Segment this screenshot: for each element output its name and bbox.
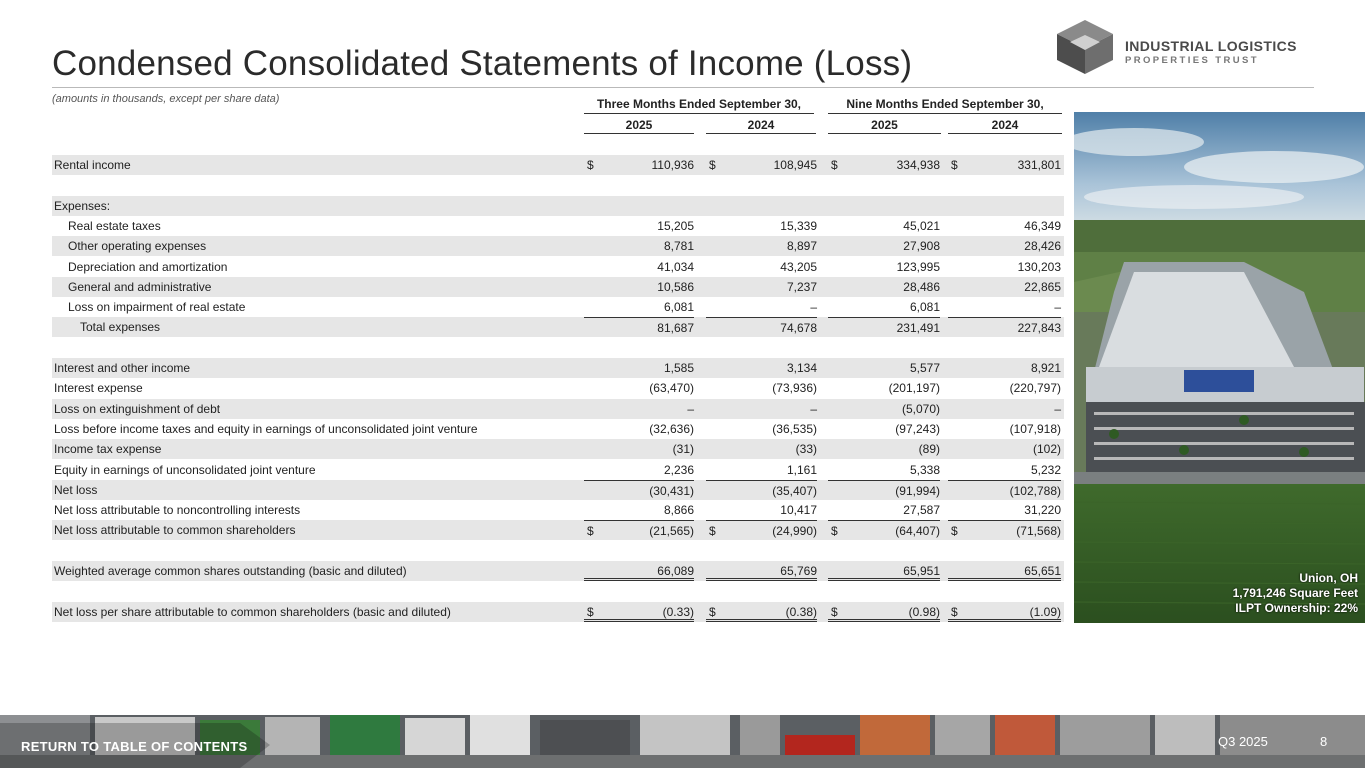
value-cell [828, 216, 940, 236]
logo-line-1: INDUSTRIAL LOGISTICS [1125, 38, 1297, 54]
value-number: 1,585 [663, 361, 694, 375]
row-label: Net loss per share attributable to common shareholders (basic and diluted) [54, 604, 451, 619]
value-cell [706, 419, 817, 439]
value-cell [584, 399, 694, 419]
year-header: 2024 [706, 118, 816, 134]
value-number: 3,134 [786, 361, 817, 375]
value-cell [948, 257, 1061, 277]
value-cell [828, 419, 940, 439]
value-cell [706, 277, 817, 297]
value-number: 27,908 [903, 239, 940, 254]
value-cell [828, 277, 940, 297]
value-cell [584, 236, 694, 256]
value-cell [584, 419, 694, 439]
value-number: 10,417 [780, 503, 817, 518]
value-number: 231,491 [896, 321, 940, 336]
value-number: 74,678 [780, 321, 817, 336]
value-number: (1.09) [1029, 604, 1061, 619]
value-cell [948, 460, 1061, 480]
value-number: (32,636) [649, 421, 694, 436]
spacer-row [52, 541, 1064, 561]
value-number: 130,203 [1017, 259, 1061, 274]
value-cell [948, 399, 1061, 419]
caption-ownership: ILPT Ownership: 22% [1235, 601, 1358, 615]
currency-symbol: $ [951, 604, 958, 619]
row-label: Loss on extinguishment of debt [54, 401, 221, 416]
value-cell [584, 216, 694, 236]
value-number: 66,089 [657, 564, 694, 578]
value-number: 8,921 [1030, 361, 1061, 375]
value-cell [948, 520, 1061, 540]
value-number: 15,339 [780, 218, 817, 233]
value-number: 27,587 [903, 503, 940, 518]
row-label: Interest and other income [54, 361, 191, 375]
value-cell [828, 520, 940, 540]
row-label: Income tax expense [54, 442, 162, 457]
value-number: (0.33) [662, 604, 694, 619]
table-row [52, 602, 1064, 622]
value-cell [948, 480, 1061, 500]
value-number: (97,243) [895, 421, 940, 436]
row-label: Other operating expenses [68, 239, 207, 254]
value-cell [828, 236, 940, 256]
value-cell [584, 277, 694, 297]
value-cell [828, 399, 940, 419]
value-number: 46,349 [1024, 218, 1061, 233]
value-number: 8,781 [663, 239, 694, 254]
value-number: 7,237 [786, 279, 817, 294]
value-cell [948, 378, 1061, 398]
value-number: (0.98) [908, 604, 940, 619]
value-cell [584, 561, 694, 581]
value-number: (73,936) [772, 381, 817, 396]
value-cell [584, 500, 694, 520]
title-divider [52, 87, 1314, 88]
value-cell [706, 216, 817, 236]
value-number: (64,407) [895, 524, 940, 539]
table-row [52, 439, 1064, 459]
value-number: (35,407) [772, 483, 817, 498]
currency-symbol: $ [587, 604, 594, 619]
table-row [52, 358, 1064, 378]
value-number: 28,426 [1024, 239, 1061, 254]
table-row [52, 520, 1064, 540]
value-cell [828, 460, 940, 480]
value-number: (33) [795, 442, 817, 457]
table-row [52, 257, 1064, 277]
value-cell [706, 500, 817, 520]
value-number: 5,338 [909, 462, 940, 477]
group-header-nine-months: Nine Months Ended September 30, [828, 97, 1062, 114]
value-number: 65,651 [1024, 564, 1061, 578]
value-number: (91,994) [895, 483, 940, 498]
currency-symbol: $ [709, 158, 716, 172]
value-cell [584, 358, 694, 378]
value-cell [706, 317, 817, 337]
value-cell [706, 520, 817, 540]
value-number: – [1054, 300, 1061, 315]
value-cell [828, 500, 940, 520]
value-number: (31) [672, 442, 694, 457]
value-number: 65,951 [903, 564, 940, 578]
table-row [52, 155, 1064, 175]
value-number: 123,995 [896, 259, 940, 274]
row-label: Weighted average common shares outstanding (basic and diluted) [54, 564, 407, 578]
value-cell [584, 439, 694, 459]
value-number: – [1054, 401, 1061, 416]
value-cell [584, 155, 694, 175]
row-label: Net loss [54, 482, 98, 497]
row-label: Interest expense [54, 381, 143, 396]
currency-symbol: $ [709, 604, 716, 619]
logo-cube-icon [1054, 20, 1116, 74]
year-header: 2025 [584, 118, 694, 134]
value-number: 5,232 [1030, 462, 1061, 477]
value-cell [828, 439, 940, 459]
value-number: (89) [918, 442, 940, 457]
currency-symbol: $ [951, 524, 958, 539]
spacer-row [52, 581, 1064, 601]
value-cell [706, 439, 817, 459]
value-cell [948, 439, 1061, 459]
value-cell [706, 602, 817, 622]
table-row [52, 399, 1064, 419]
currency-symbol: $ [587, 524, 594, 539]
row-label: Rental income [54, 158, 131, 172]
value-number: 41,034 [657, 259, 694, 274]
row-label: Loss on impairment of real estate [68, 300, 246, 315]
year-header: 2024 [948, 118, 1062, 134]
value-cell [584, 460, 694, 480]
company-logo [1054, 20, 1324, 74]
value-number: 6,081 [663, 300, 694, 315]
warehouse-aerial-image [1074, 112, 1365, 623]
table-row [52, 236, 1064, 256]
value-number: 22,865 [1024, 279, 1061, 294]
table-row [52, 317, 1064, 337]
value-cell [828, 602, 940, 622]
value-number: (5,070) [901, 401, 940, 416]
value-cell [948, 297, 1061, 317]
value-cell [948, 419, 1061, 439]
value-cell [706, 460, 817, 480]
value-cell [948, 155, 1061, 175]
table-row [52, 378, 1064, 398]
value-cell [948, 277, 1061, 297]
value-cell [828, 358, 940, 378]
value-number: 45,021 [903, 218, 940, 233]
value-number: 28,486 [903, 279, 940, 294]
value-cell [584, 257, 694, 277]
row-label: Equity in earnings of unconsolidated joint venture [54, 462, 316, 477]
value-cell [948, 317, 1061, 337]
row-label: Depreciation and amortization [68, 259, 228, 274]
value-cell [706, 257, 817, 277]
row-label: Real estate taxes [68, 218, 161, 233]
value-cell [706, 236, 817, 256]
value-number: (102,788) [1009, 483, 1061, 498]
value-number: (71,568) [1016, 524, 1061, 539]
value-cell [828, 155, 940, 175]
value-cell [706, 399, 817, 419]
value-number: 15,205 [657, 218, 694, 233]
currency-symbol: $ [831, 524, 838, 539]
value-cell [828, 257, 940, 277]
page-title: Condensed Consolidated Statements of Income (Loss) [52, 44, 913, 83]
value-number: 110,936 [651, 158, 694, 172]
row-label: Net loss attributable to common shareholders [54, 523, 296, 538]
table-row [52, 460, 1064, 480]
value-cell [828, 480, 940, 500]
table-row [52, 196, 1064, 216]
currency-symbol: $ [587, 158, 594, 172]
row-label: Net loss attributable to noncontrolling interests [54, 503, 301, 518]
value-number: 331,801 [1017, 158, 1061, 172]
photo-caption [1233, 571, 1358, 616]
table-row [52, 419, 1064, 439]
value-cell [584, 317, 694, 337]
value-number: 43,205 [780, 259, 817, 274]
table-row [52, 277, 1064, 297]
value-cell [706, 561, 817, 581]
value-number: 108,945 [773, 158, 817, 172]
quarter-label: Q3 2025 [1218, 734, 1268, 749]
value-number: 227,843 [1017, 321, 1061, 336]
value-number: 6,081 [909, 300, 940, 315]
value-cell [828, 297, 940, 317]
value-cell [948, 216, 1061, 236]
value-number: 5,577 [909, 361, 940, 375]
caption-square-feet: 1,791,246 Square Feet [1232, 586, 1358, 600]
amounts-note: (amounts in thousands, except per share data) [52, 93, 280, 105]
currency-symbol: $ [709, 524, 716, 539]
logo-line-2: PROPERTIES TRUST [1125, 55, 1259, 66]
footer-bar [0, 715, 1365, 768]
value-cell [828, 561, 940, 581]
value-number: (102) [1032, 442, 1061, 457]
row-label: Loss before income taxes and equity in earnings of unconsolidated joint venture [54, 421, 478, 436]
value-number: 81,687 [657, 321, 694, 336]
table-row [52, 561, 1064, 581]
value-cell [706, 297, 817, 317]
value-number: (201,197) [888, 381, 940, 396]
value-cell [584, 378, 694, 398]
table-row [52, 500, 1064, 520]
value-cell [948, 602, 1061, 622]
group-header-three-months: Three Months Ended September 30, [584, 97, 814, 114]
value-cell [828, 317, 940, 337]
value-cell [948, 358, 1061, 378]
value-number: (107,918) [1009, 421, 1061, 436]
value-number: 2,236 [663, 462, 694, 477]
value-number: – [810, 401, 817, 416]
value-number: – [687, 401, 694, 416]
value-cell [706, 378, 817, 398]
table-row [52, 480, 1064, 500]
value-number: 1,161 [786, 462, 817, 477]
value-number: (36,535) [772, 421, 817, 436]
currency-symbol: $ [831, 604, 838, 619]
table-row [52, 216, 1064, 236]
caption-location: Union, OH [1299, 571, 1358, 585]
value-number: (30,431) [649, 483, 694, 498]
value-number: 10,586 [657, 279, 694, 294]
table-row [52, 297, 1064, 317]
value-number: 8,866 [663, 503, 694, 518]
value-number: (24,990) [772, 524, 817, 539]
value-cell [706, 358, 817, 378]
value-cell [948, 561, 1061, 581]
value-number: – [810, 300, 817, 315]
value-number: (220,797) [1009, 381, 1061, 396]
row-label: Total expenses [80, 320, 161, 335]
row-label: General and administrative [68, 279, 212, 294]
value-number: (63,470) [649, 381, 694, 396]
spacer-row [52, 338, 1064, 358]
value-cell [706, 155, 817, 175]
year-header: 2025 [828, 118, 941, 134]
value-cell [584, 297, 694, 317]
value-cell [828, 378, 940, 398]
currency-symbol: $ [951, 158, 958, 172]
property-photo [1074, 112, 1365, 623]
row-label: Expenses: [54, 198, 111, 213]
page-number: 8 [1320, 734, 1328, 749]
value-number: 65,769 [780, 564, 817, 578]
currency-symbol: $ [831, 158, 838, 172]
spacer-row [52, 175, 1064, 195]
value-number: 31,220 [1024, 503, 1061, 518]
value-cell [584, 480, 694, 500]
value-cell [948, 500, 1061, 520]
return-to-toc-link[interactable]: RETURN TO TABLE OF CONTENTS [21, 739, 248, 754]
value-cell [706, 480, 817, 500]
value-cell [948, 236, 1061, 256]
value-cell [584, 602, 694, 622]
value-number: 8,897 [786, 239, 817, 254]
value-number: (21,565) [649, 524, 694, 539]
value-number: (0.38) [785, 604, 817, 619]
value-number: 334,938 [896, 158, 940, 172]
value-cell [584, 520, 694, 540]
